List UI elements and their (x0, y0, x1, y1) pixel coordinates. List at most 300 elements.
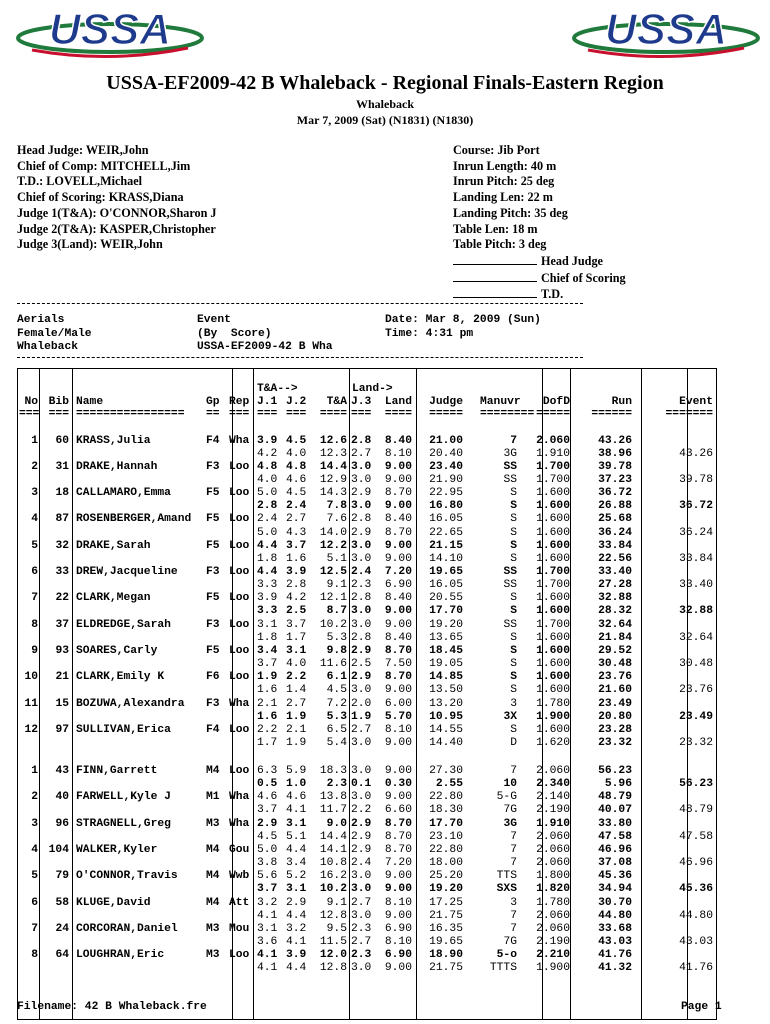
score-ta: 13.8 (319, 791, 347, 804)
score-dofd: 1.600 (536, 658, 570, 670)
score-ta: 8.7 (326, 605, 347, 618)
score-j2: 2.8 (286, 579, 307, 592)
score-run: 22.56 (598, 552, 632, 565)
athlete-bib: 31 (55, 460, 69, 473)
athlete-rep: Loo (229, 592, 250, 605)
score-land: 9.00 (384, 870, 412, 883)
score-land: 8.40 (384, 513, 412, 526)
score-j1: 6.3 (257, 765, 278, 777)
score-j3: 2.4 (351, 857, 372, 869)
score-dofd: 1.780 (536, 697, 570, 710)
score-dofd: 1.780 (536, 896, 570, 909)
score-judge: 21.15 (429, 539, 463, 552)
official-line: T.D.: LOVELL,Michael (17, 174, 143, 189)
score-ta: 10.2 (319, 618, 347, 631)
score-j3: 2.9 (351, 487, 372, 500)
score-land: 8.10 (384, 447, 412, 460)
athlete-rank: 11 (24, 697, 38, 710)
score-manuvr: S (510, 631, 517, 644)
score-judge: 18.45 (429, 644, 463, 657)
event-score: 36.24 (679, 526, 713, 539)
athlete-group: F3 (206, 566, 220, 578)
event-score: 33.84 (679, 552, 713, 565)
underline-col-j2: === (286, 408, 307, 420)
score-ta: 6.1 (326, 671, 347, 684)
score-dofd: 1.700 (536, 579, 570, 592)
header-col-j2: J.2 (286, 396, 307, 408)
athlete-name: SULLIVAN,Erica (76, 723, 171, 736)
score-j1: 3.4 (257, 644, 278, 657)
score-judge: 16.35 (429, 922, 463, 935)
score-j3: 2.3 (351, 922, 372, 935)
event-time: Time: 4:31 pm (385, 327, 474, 340)
score-j1: 4.5 (257, 830, 278, 843)
score-run: 38.96 (598, 447, 632, 460)
athlete-rep: Wha (229, 817, 250, 830)
header-col-judge: Judge (429, 396, 463, 408)
score-ta: 5.3 (326, 710, 347, 723)
athlete-group: F5 (206, 644, 220, 657)
divider (17, 357, 583, 358)
logo-text: USSA (48, 5, 172, 54)
score-run: 28.32 (598, 605, 632, 618)
athlete-name: STRAGNELL,Greg (76, 817, 171, 830)
score-run: 30.70 (598, 896, 632, 909)
score-dofd: 1.600 (536, 644, 570, 657)
header-col-rep: Rep (229, 396, 250, 408)
score-j1: 3.1 (257, 618, 278, 631)
underline-col-bib: === (48, 408, 69, 420)
score-land: 9.00 (384, 500, 412, 513)
score-run: 33.40 (598, 566, 632, 578)
score-dofd: 1.600 (536, 500, 570, 513)
divider (17, 303, 583, 304)
athlete-bib: 40 (55, 791, 69, 804)
score-j2: 2.5 (286, 605, 307, 618)
score-manuvr: TTS (496, 870, 517, 883)
score-j3: 3.0 (351, 684, 372, 697)
score-j2: 4.5 (286, 487, 307, 500)
score-run: 39.78 (598, 460, 632, 473)
score-land: 9.00 (384, 473, 412, 486)
score-j2: 1.9 (286, 710, 307, 723)
score-dofd: 1.600 (536, 723, 570, 736)
athlete-rank: 1 (31, 765, 38, 777)
competition-date: Mar 7, 2009 (Sat) (N1831) (N1830) (296, 113, 474, 127)
athlete-bib: 93 (55, 644, 69, 657)
official-line: Chief of Scoring: KRASS,Diana (17, 190, 184, 205)
score-j2: 2.2 (286, 671, 307, 684)
score-ta: 9.1 (326, 579, 347, 592)
score-j1: 5.0 (257, 526, 278, 539)
score-land: 9.00 (384, 539, 412, 552)
athlete-group: M3 (206, 817, 220, 830)
score-manuvr: 7 (510, 830, 517, 843)
athlete-group: F5 (206, 487, 220, 500)
score-manuvr: 7 (510, 765, 517, 777)
event-code: USSA-EF2009-42 B Wha (197, 341, 333, 353)
header-col-bib: Bib (48, 396, 69, 408)
score-manuvr: S (510, 526, 517, 539)
score-j3: 2.8 (351, 434, 372, 447)
score-j1: 5.0 (257, 487, 278, 500)
athlete-group: F6 (206, 671, 220, 684)
header-col-gp: Gp (206, 396, 220, 408)
score-land: 9.00 (384, 909, 412, 922)
score-dofd: 2.060 (536, 765, 570, 777)
score-manuvr: 7G (503, 804, 517, 817)
official-line: Head Judge: WEIR,John (17, 143, 149, 157)
header-col-ta: T&A (326, 396, 347, 408)
score-ta: 7.8 (326, 500, 347, 513)
score-j3: 1.9 (351, 710, 372, 723)
score-manuvr: S (510, 671, 517, 684)
athlete-rep: Loo (229, 618, 250, 631)
score-j2: 4.6 (286, 473, 307, 486)
score-judge: 17.70 (429, 605, 463, 618)
underline-col-name: ================ (76, 408, 185, 420)
score-ta: 2.3 (326, 778, 347, 791)
score-j1: 3.9 (257, 434, 278, 447)
score-manuvr: S (510, 644, 517, 657)
score-j2: 3.1 (286, 883, 307, 896)
score-manuvr: 5-G (496, 791, 517, 804)
course-info (453, 143, 626, 303)
score-judge: 16.05 (429, 579, 463, 592)
score-land: 8.40 (384, 631, 412, 644)
score-run: 46.96 (598, 843, 632, 856)
ussa-logo-right (568, 4, 764, 60)
athlete-rank: 7 (31, 592, 38, 605)
score-ta: 11.7 (319, 804, 347, 817)
score-dofd: 1.820 (536, 883, 570, 896)
score-dofd: 2.190 (536, 804, 570, 817)
score-manuvr: SS (503, 460, 517, 473)
score-j2: 1.7 (286, 631, 307, 644)
score-ta: 12.6 (319, 434, 347, 447)
athlete-bib: 24 (55, 922, 69, 935)
header-col-land: Land (384, 396, 412, 408)
score-manuvr: 7 (510, 922, 517, 935)
group-header-land: Land-> (352, 383, 393, 395)
score-run: 33.80 (598, 817, 632, 830)
athlete-name: CLARK,Emily K (76, 671, 165, 684)
score-j1: 1.8 (257, 552, 278, 565)
signature-td: T.D. (453, 286, 626, 303)
score-j3: 3.0 (351, 909, 372, 922)
score-dofd: 2.210 (536, 949, 570, 962)
score-j2: 2.7 (286, 513, 307, 526)
score-manuvr: 7G (503, 935, 517, 948)
score-judge: 13.50 (429, 684, 463, 697)
score-run: 23.76 (598, 671, 632, 684)
score-dofd: 2.060 (536, 843, 570, 856)
score-land: 9.00 (384, 460, 412, 473)
score-j1: 1.6 (257, 684, 278, 697)
event-score: 30.48 (679, 658, 713, 670)
score-j1: 3.3 (257, 605, 278, 618)
underline-col-land: ==== (384, 408, 412, 420)
score-ta: 12.2 (319, 539, 347, 552)
underline-col-run: ====== (591, 408, 632, 420)
score-j2: 5.1 (286, 830, 307, 843)
score-judge: 16.05 (429, 513, 463, 526)
athlete-name: KRASS,Julia (76, 434, 151, 447)
col-rule (349, 369, 350, 1019)
score-manuvr: SXS (496, 883, 517, 896)
score-run: 23.32 (598, 736, 632, 749)
score-manuvr: SS (503, 618, 517, 631)
athlete-bib: 22 (55, 592, 69, 605)
athlete-bib: 64 (55, 949, 69, 962)
event-score: 45.36 (679, 883, 713, 896)
score-j2: 5.2 (286, 870, 307, 883)
athlete-rep: Gou (229, 843, 250, 856)
score-manuvr: S (510, 592, 517, 605)
score-run: 44.80 (598, 909, 632, 922)
event-label: Event (197, 314, 231, 326)
score-j2: 4.3 (286, 526, 307, 539)
official-line: Chief of Comp: MITCHELL,Jim (17, 158, 191, 173)
underline-col-j3: === (351, 408, 372, 420)
athlete-rank: 12 (24, 723, 38, 736)
score-ta: 14.3 (319, 487, 347, 500)
athlete-name: KLUGE,David (76, 896, 151, 909)
score-judge: 21.90 (429, 473, 463, 486)
score-dofd: 2.140 (536, 791, 570, 804)
score-j1: 4.4 (257, 539, 278, 552)
score-j3: 3.0 (351, 962, 372, 975)
athlete-group: M4 (206, 765, 220, 777)
athlete-bib: 58 (55, 896, 69, 909)
score-ta: 11.5 (319, 935, 347, 948)
event-score: 44.80 (679, 909, 713, 922)
athlete-rep: Loo (229, 539, 250, 552)
score-dofd: 2.060 (536, 922, 570, 935)
score-run: 43.26 (598, 434, 632, 447)
score-j1: 3.7 (257, 804, 278, 817)
score-land: 8.70 (384, 487, 412, 500)
score-run: 37.08 (598, 857, 632, 869)
score-land: 8.70 (384, 671, 412, 684)
score-manuvr: 3G (503, 447, 517, 460)
score-land: 0.30 (384, 778, 412, 791)
event-score: 41.76 (679, 962, 713, 975)
score-ta: 14.1 (319, 843, 347, 856)
score-manuvr: 3G (503, 817, 517, 830)
score-j3: 3.0 (351, 736, 372, 749)
score-j2: 3.4 (286, 857, 307, 869)
underline-col-ta: ==== (319, 408, 347, 420)
score-dofd: 1.600 (536, 605, 570, 618)
score-ta: 14.0 (319, 526, 347, 539)
score-run: 5.96 (604, 778, 632, 791)
ussa-logo-left (12, 4, 208, 60)
athlete-group: F5 (206, 539, 220, 552)
score-j2: 3.9 (286, 949, 307, 962)
score-ta: 14.4 (319, 460, 347, 473)
athlete-rank: 3 (31, 817, 38, 830)
score-manuvr: 10 (503, 778, 517, 791)
athlete-rank: 4 (31, 513, 38, 526)
score-dofd: 2.060 (536, 830, 570, 843)
athlete-rank: 8 (31, 618, 38, 631)
score-j1: 3.2 (257, 896, 278, 909)
score-judge: 22.80 (429, 791, 463, 804)
score-j1: 4.8 (257, 460, 278, 473)
score-land: 6.90 (384, 922, 412, 935)
athlete-name: CLARK,Megan (76, 592, 151, 605)
score-dofd: 1.600 (536, 487, 570, 500)
athlete-rank: 3 (31, 487, 38, 500)
score-j2: 3.9 (286, 566, 307, 578)
header-col-manuvr: Manuvr (480, 396, 521, 408)
athlete-name: ROSENBERGER,Amand (76, 513, 192, 526)
header-col-j1: J.1 (257, 396, 278, 408)
score-ta: 7.6 (326, 513, 347, 526)
athlete-bib: 37 (55, 618, 69, 631)
athlete-rep: Loo (229, 644, 250, 657)
event-score: 39.78 (679, 473, 713, 486)
score-j3: 3.0 (351, 539, 372, 552)
score-run: 30.48 (598, 658, 632, 670)
event-score: 48.79 (679, 804, 713, 817)
score-j3: 2.9 (351, 526, 372, 539)
course-line: Inrun Length: 40 m (453, 158, 557, 173)
venue: Whaleback (355, 97, 414, 111)
athlete-group: M4 (206, 843, 220, 856)
score-j2: 4.4 (286, 962, 307, 975)
score-j2: 2.1 (286, 723, 307, 736)
score-manuvr: S (510, 487, 517, 500)
score-land: 8.70 (384, 843, 412, 856)
score-ta: 12.9 (319, 473, 347, 486)
score-j1: 3.3 (257, 579, 278, 592)
score-land: 8.70 (384, 830, 412, 843)
col-rule (39, 369, 40, 1019)
event-score: 23.32 (679, 736, 713, 749)
score-run: 23.28 (598, 723, 632, 736)
official-line: Judge 2(T&A): KASPER,Christopher (17, 221, 216, 236)
score-run: 23.49 (598, 697, 632, 710)
score-ta: 6.5 (326, 723, 347, 736)
score-land: 9.00 (384, 883, 412, 896)
score-land: 9.00 (384, 791, 412, 804)
athlete-bib: 15 (55, 697, 69, 710)
score-j2: 4.5 (286, 434, 307, 447)
athlete-rank: 7 (31, 922, 38, 935)
score-j3: 2.3 (351, 579, 372, 592)
athlete-rank: 4 (31, 843, 38, 856)
score-judge: 16.80 (429, 500, 463, 513)
score-judge: 14.85 (429, 671, 463, 684)
event-gender: Female/Male (17, 327, 92, 340)
col-rule (570, 369, 571, 1019)
score-land: 6.90 (384, 949, 412, 962)
score-manuvr: 7 (510, 843, 517, 856)
score-j1: 2.9 (257, 817, 278, 830)
athlete-name: SOARES,Carly (76, 644, 158, 657)
score-run: 34.94 (598, 883, 632, 896)
athlete-rep: Loo (229, 566, 250, 578)
score-judge: 19.65 (429, 566, 463, 578)
score-judge: 13.65 (429, 631, 463, 644)
score-run: 21.84 (598, 631, 632, 644)
course-line: Landing Pitch: 35 deg (453, 205, 568, 220)
score-j1: 2.8 (257, 500, 278, 513)
score-j2: 4.0 (286, 658, 307, 670)
score-j3: 2.9 (351, 843, 372, 856)
score-land: 9.00 (384, 962, 412, 975)
score-manuvr: 3 (510, 697, 517, 710)
athlete-group: M4 (206, 870, 220, 883)
score-dofd: 2.340 (536, 778, 570, 791)
score-ta: 14.4 (319, 830, 347, 843)
score-j1: 0.5 (257, 778, 278, 791)
score-judge: 14.40 (429, 736, 463, 749)
score-judge: 17.70 (429, 817, 463, 830)
athlete-name: BOZUWA,Alexandra (76, 697, 185, 710)
score-j3: 2.8 (351, 631, 372, 644)
score-land: 7.20 (384, 566, 412, 578)
athlete-rep: Loo (229, 460, 250, 473)
athlete-rank: 8 (31, 949, 38, 962)
score-j1: 3.7 (257, 883, 278, 896)
score-dofd: 1.600 (536, 592, 570, 605)
athlete-name: FARWELL,Kyle J (76, 791, 171, 804)
underline-col-manuvr: ======== (480, 408, 535, 420)
athlete-group: M1 (206, 791, 220, 804)
results-table (17, 368, 717, 1020)
score-dofd: 1.700 (536, 566, 570, 578)
athlete-rank: 9 (31, 644, 38, 657)
score-j3: 3.0 (351, 870, 372, 883)
score-j3: 3.0 (351, 552, 372, 565)
score-j2: 2.9 (286, 896, 307, 909)
athlete-bib: 21 (55, 671, 69, 684)
score-dofd: 1.600 (536, 539, 570, 552)
score-dofd: 1.600 (536, 526, 570, 539)
athlete-bib: 96 (55, 817, 69, 830)
score-dofd: 1.700 (536, 618, 570, 631)
score-j1: 4.1 (257, 962, 278, 975)
athlete-group: M3 (206, 949, 220, 962)
col-rule (641, 369, 642, 1019)
score-judge: 19.65 (429, 935, 463, 948)
course-line: Inrun Pitch: 25 deg (453, 174, 555, 189)
score-judge: 19.20 (429, 883, 463, 896)
event-sort: (By Score) (197, 327, 272, 340)
score-j2: 4.1 (286, 804, 307, 817)
score-dofd: 2.060 (536, 434, 570, 447)
athlete-rep: Loo (229, 765, 250, 777)
athlete-name: CORCORAN,Daniel (76, 922, 178, 935)
score-j2: 2.7 (286, 697, 307, 710)
score-j3: 2.3 (351, 949, 372, 962)
score-ta: 16.2 (319, 870, 347, 883)
underline-col-dofd: ===== (536, 408, 570, 420)
score-dofd: 1.800 (536, 870, 570, 883)
score-j2: 3.7 (286, 618, 307, 631)
score-j3: 2.5 (351, 658, 372, 670)
score-run: 40.07 (598, 804, 632, 817)
score-j3: 2.4 (351, 566, 372, 578)
score-judge: 27.30 (429, 765, 463, 777)
athlete-rep: Loo (229, 513, 250, 526)
athlete-rank: 5 (31, 870, 38, 883)
underline-col-rep: === (229, 408, 250, 420)
athlete-name: LOUGHRAN,Eric (76, 949, 165, 962)
